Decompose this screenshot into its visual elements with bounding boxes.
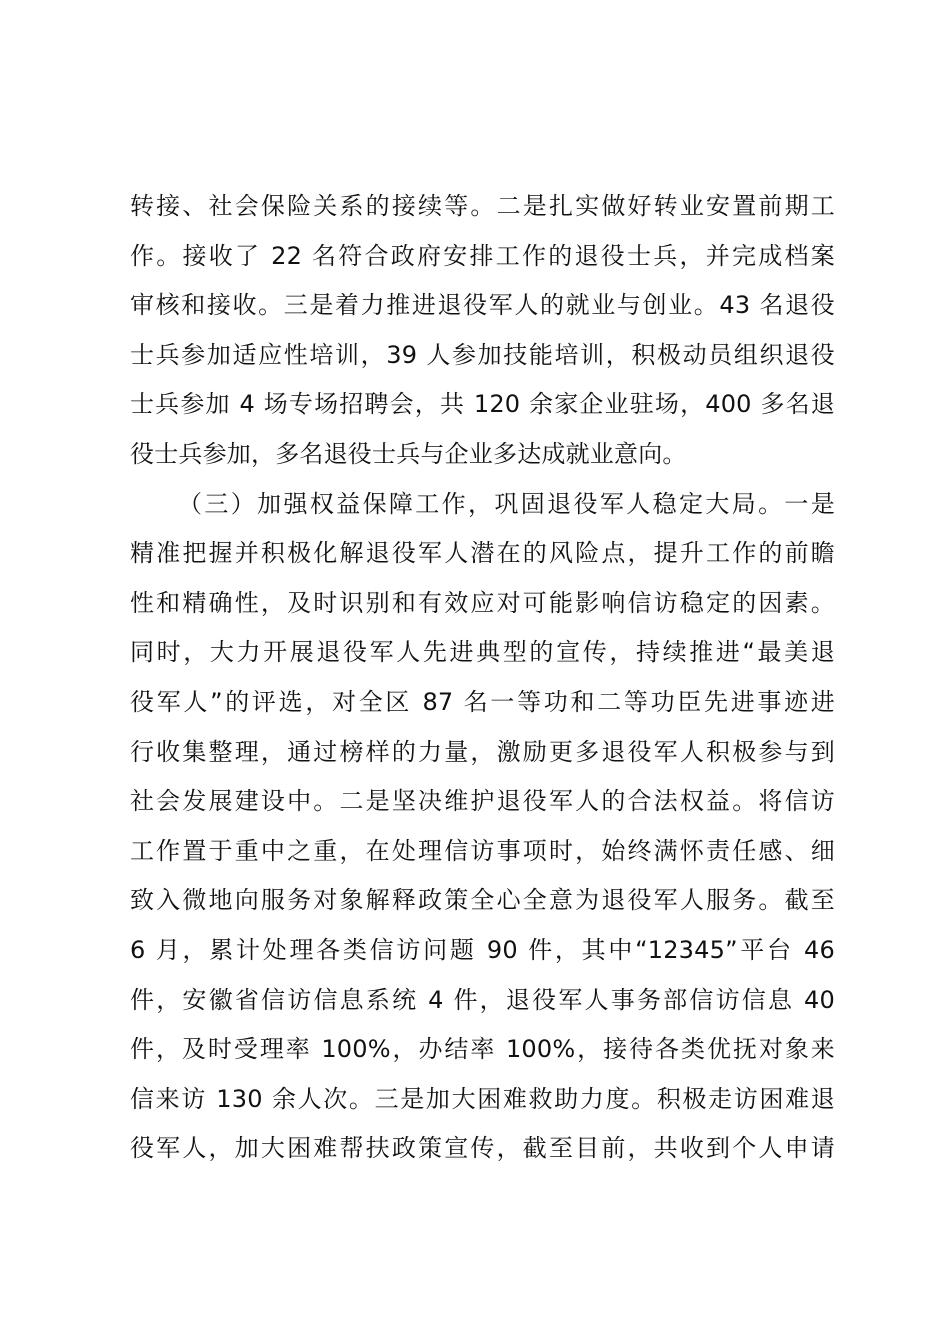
paragraph-line: 信来访 130 余人次。三是加大困难救助力度。积极走访困难退 [130, 1084, 835, 1113]
paragraph-line: 工作置于重中之重，在处理信访事项时，始终满怀责任感、细 [130, 836, 835, 865]
paragraph-line: 件，安徽省信访信息系统 4 件，退役军人事务部信访信息 40 [130, 985, 835, 1014]
paragraph-line: 士兵参加 4 场专场招聘会，共 120 余家企业驻场，400 多名退 [130, 390, 835, 419]
paragraph-line: 作。接收了 22 名符合政府安排工作的退役士兵，并完成档案 [130, 241, 835, 270]
paragraph-heading-line: （三）加强权益保障工作，巩固退役军人稳定大局。一是 [178, 489, 835, 518]
paragraph-line: 役士兵参加，多名退役士兵与企业多达成就业意向。 [130, 439, 687, 468]
paragraph-line: 审核和接收。三是着力推进退役军人的就业与创业。43 名退役 [130, 291, 835, 320]
paragraph-line: 致入微地向服务对象解释政策全心全意为退役军人服务。截至 [130, 886, 835, 915]
paragraph-line: 精准把握并积极化解退役军人潜在的风险点，提升工作的前瞻 [130, 539, 835, 568]
paragraph-line: 同时，大力开展退役军人先进典型的宣传，持续推进“最美退 [130, 638, 835, 667]
document-body [130, 182, 835, 1174]
paragraph-line: 行收集整理，通过榜样的力量，激励更多退役军人积极参与到 [130, 737, 835, 766]
paragraph-line: 役军人，加大困难帮扶政策宣传，截至目前，共收到个人申请 [130, 1134, 835, 1163]
paragraph-line: 件，及时受理率 100%，办结率 100%，接待各类优抚对象来 [130, 1035, 835, 1064]
paragraph-line: 转接、社会保险关系的接续等。二是扎实做好转业安置前期工 [130, 192, 835, 220]
paragraph-line: 士兵参加适应性培训，39 人参加技能培训，积极动员组织退役 [130, 340, 835, 369]
paragraph-line: 6 月，累计处理各类信访问题 90 件，其中“12345”平台 46 [130, 935, 835, 964]
paragraph-line: 性和精确性，及时识别和有效应对可能影响信访稳定的因素。 [130, 588, 835, 617]
paragraph-line: 社会发展建设中。二是坚决维护退役军人的合法权益。将信访 [130, 787, 835, 816]
paragraph-line: 役军人”的评选，对全区 87 名一等功和二等功臣先进事迹进 [130, 687, 835, 716]
